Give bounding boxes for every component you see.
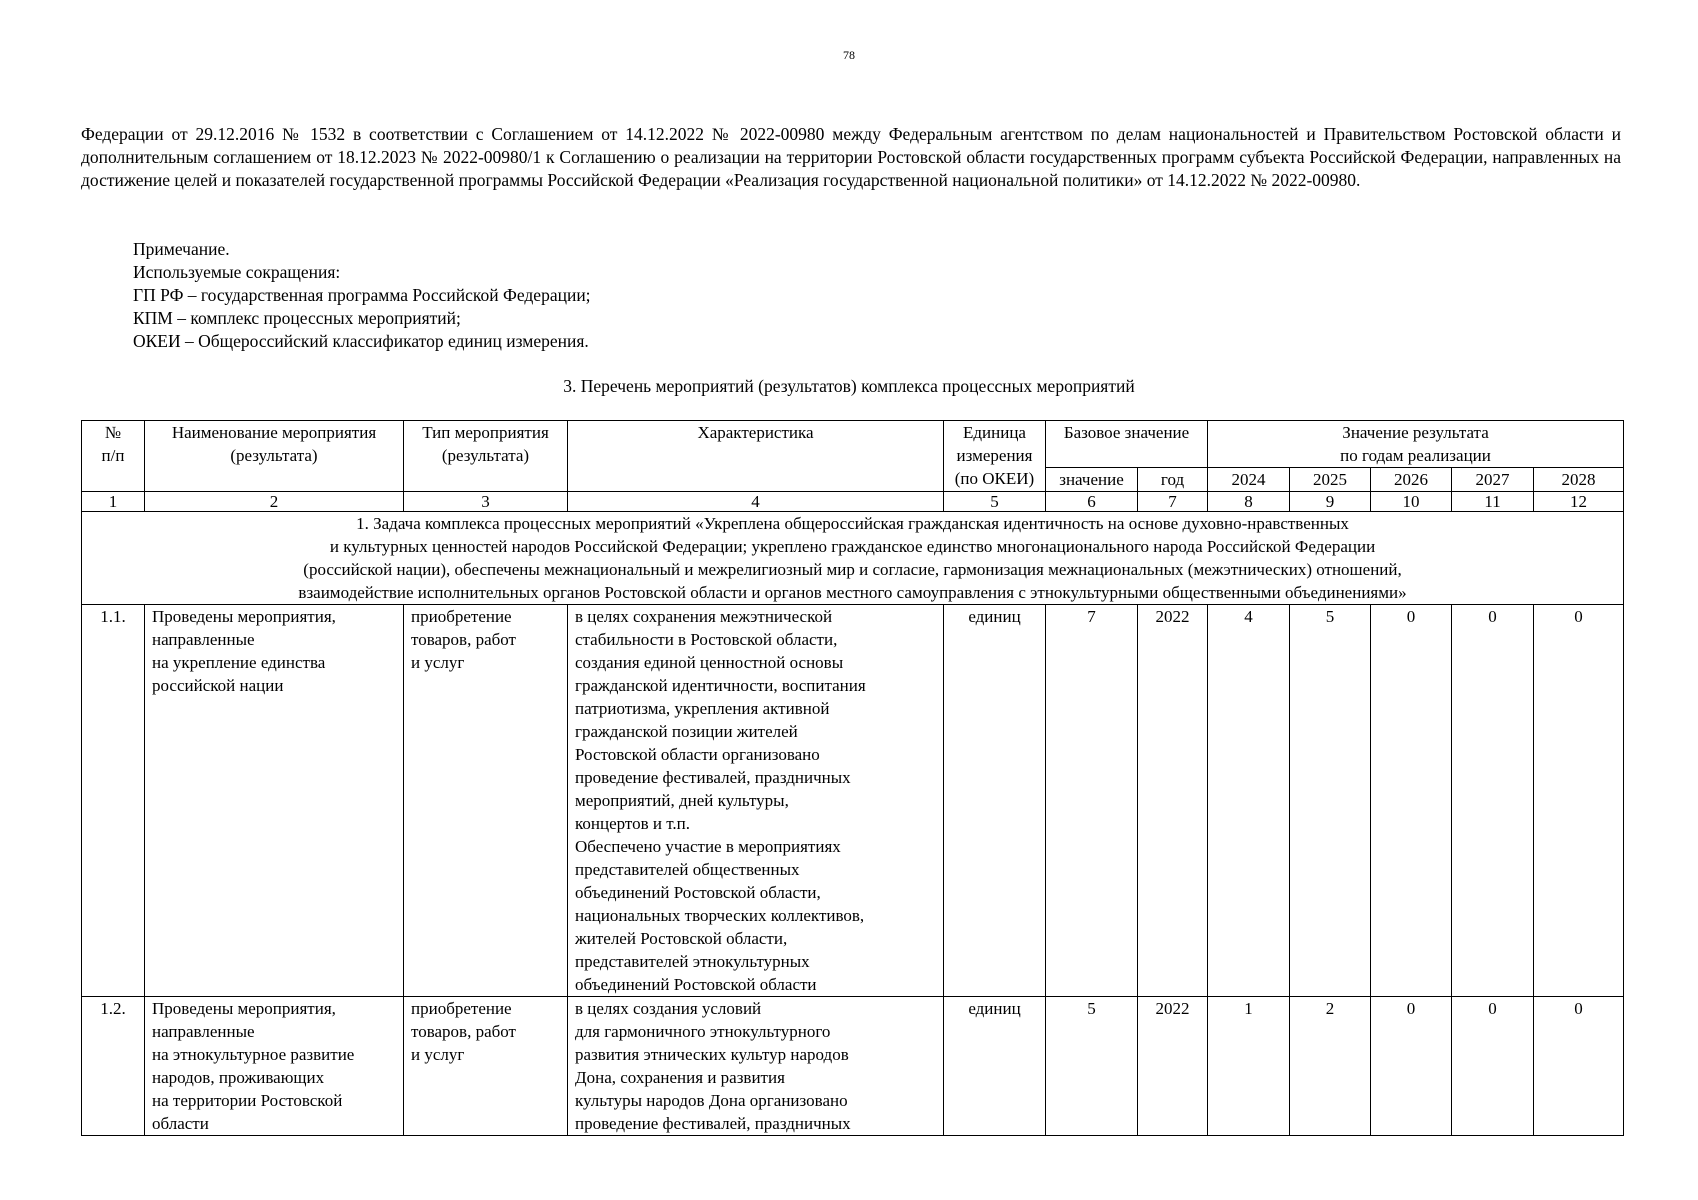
row-value-2024: 1 [1208,997,1290,1136]
section-title: 3. Перечень мероприятий (результатов) комплекса процессных мероприятий [563,376,1135,396]
row-value-2025: 2 [1290,997,1371,1136]
header-year-2028: 2028 [1534,468,1624,492]
row-base-value: 7 [1046,605,1138,997]
column-number: 7 [1138,492,1208,512]
row-type: приобретение товаров, работ и услуг [404,997,568,1136]
header-result-values: Значение результата по годам реализации [1208,421,1624,468]
header-number: № п/п [82,421,145,492]
table-row [82,997,1624,1136]
row-value-2026: 0 [1371,605,1452,997]
row-base-value: 5 [1046,997,1138,1136]
task-description: 1. Задача комплекса процессных мероприятий «Укреплена общероссийская гражданская идентичность на основе духовно-нравственных и культурных ценностей народов Российской Федерации; укреплено гражданское единство многонационального народа Российской Федерации (российской нации), обеспечены межнациональный и межрелигиозный мир и согласие, гармонизация межнациональных (межэтнических) отношений, взаимодействие исполнительных органов Ростовской области и органов местного самоуправления с этнокультурными общественными объединениями» [82,512,1624,605]
note-heading: Примечание. [133,239,230,259]
activities-table [81,420,1624,1136]
column-number: 4 [568,492,944,512]
row-value-2027: 0 [1452,605,1534,997]
intro-paragraph: Федерации от 29.12.2016 № 1532 в соответствии с Соглашением от 14.12.2022 № 2022-00980 между Федеральным агентством по делам национальностей и Правительством Ростовской области и дополнительным соглашением от 18.12.2023 № 2022-00980/1 к Соглашению о реализации на территории Ростовской области государственных программ субъекта Российской Федерации, направленных на достижение целей и показателей государственной программы Российской Федерации «Реализация государственной национальной политики» от 14.12.2022 № 2022-00980. [81,124,1621,190]
column-number: 3 [404,492,568,512]
header-type: Тип мероприятия (результата) [404,421,568,492]
row-base-year: 2022 [1138,997,1208,1136]
task-row [82,512,1624,605]
note-abbreviation-okei: ОКЕИ – Общероссийский классификатор единиц измерения. [133,331,589,351]
note-abbreviation-gp-rf: ГП РФ – государственная программа Российской Федерации; [133,285,591,305]
row-value-2025: 5 [1290,605,1371,997]
row-characteristic: в целях создания условий для гармоничного этнокультурного развития этнических культур народов Дона, сохранения и развития культуры народов Дона организовано проведение фестивалей, праздничных [568,997,944,1136]
column-number: 11 [1452,492,1534,512]
row-characteristic: в целях сохранения межэтнической стабильности в Ростовской области, создания единой ценностной основы гражданской идентичности, воспитания патриотизма, укрепления активной гражданской позиции жителей Ростовской области организовано проведение фестивалей, праздничных мероприятий, дней культуры, концертов и т.п. Обеспечено участие в мероприятиях представителей общественных объединений Ростовской области, национальных творческих коллективов, жителей Ростовской области, представителей этнокультурных объединений Ростовской области [568,605,944,997]
column-number: 10 [1371,492,1452,512]
column-number: 9 [1290,492,1371,512]
column-number: 6 [1046,492,1138,512]
row-unit: единиц [944,605,1046,997]
header-name: Наименование мероприятия (результата) [145,421,404,492]
row-type: приобретение товаров, работ и услуг [404,605,568,997]
header-year-2025: 2025 [1290,468,1371,492]
row-number: 1.2. [82,997,145,1136]
column-number: 2 [145,492,404,512]
column-number: 5 [944,492,1046,512]
column-number: 8 [1208,492,1290,512]
note-abbreviations-heading: Используемые сокращения: [133,262,341,282]
row-name: Проведены мероприятия, направленные на этнокультурное развитие народов, проживающих на территории Ростовской области [145,997,404,1136]
row-number: 1.1. [82,605,145,997]
page-number: 78 [843,48,855,62]
row-unit: единиц [944,997,1046,1136]
header-year-2026: 2026 [1371,468,1452,492]
row-value-2028: 0 [1534,605,1624,997]
row-base-year: 2022 [1138,605,1208,997]
header-year-2024: 2024 [1208,468,1290,492]
column-numbers-row [82,492,1624,512]
row-value-2026: 0 [1371,997,1452,1136]
row-value-2028: 0 [1534,997,1624,1136]
row-value-2027: 0 [1452,997,1534,1136]
table-row [82,605,1624,997]
header-year-2027: 2027 [1452,468,1534,492]
header-unit: Единица измерения (по ОКЕИ) [944,421,1046,492]
column-number: 1 [82,492,145,512]
header-characteristic: Характеристика [568,421,944,492]
row-name: Проведены мероприятия, направленные на укрепление единства российской нации [145,605,404,997]
header-row-1 [82,421,1624,468]
note-abbreviation-kpm: КПМ – комплекс процессных мероприятий; [133,308,461,328]
header-base-value-value: значение [1046,468,1138,492]
header-base-value: Базовое значение [1046,421,1208,468]
row-value-2024: 4 [1208,605,1290,997]
header-base-value-year: год [1138,468,1208,492]
notes-block [133,238,591,353]
column-number: 12 [1534,492,1624,512]
